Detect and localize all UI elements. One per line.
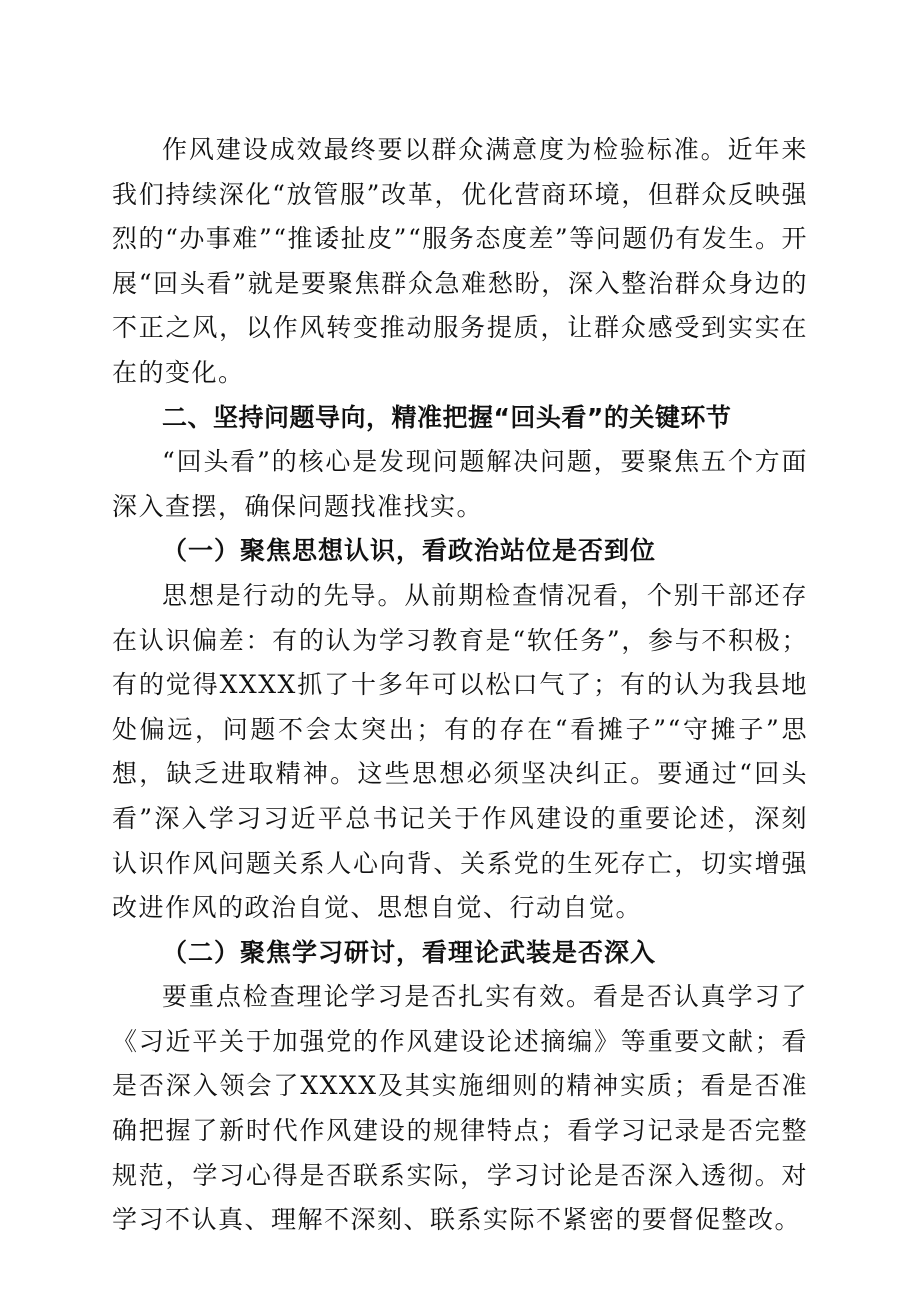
subheading-ideological-understanding: （一）聚焦思想认识，看政治站位是否到位: [162, 536, 657, 566]
paragraph-study-discussion: 要重点检查理论学习是否扎实有效。看是否认真学习了《习近平关于加强党的作风建设论述摘编》等重要文献；看是否深入领会了XXXX及其实施细则的精神实质；看是否准确把握了新时代作风建设的规律特点；看学习记录是否完整规范，学习心得是否联系实际，学习讨论是否深入透彻。对学习不认真、理解不深刻、联系实际不紧密的要督促整改。: [112, 982, 808, 1235]
section-heading-problem-orientation: 二、坚持问题导向，精准把握“回头看”的关键环节: [162, 402, 732, 432]
subheading-study-discussion: （二）聚焦学习研讨，看理论武装是否深入: [162, 937, 657, 967]
paragraph-core-of-review: “回头看”的核心是发现问题解决问题，要聚焦五个方面深入查摆，确保问题找准找实。: [112, 447, 808, 521]
paragraph-ideological-understanding: 思想是行动的先导。从前期检查情况看，个别干部还存在认识偏差：有的认为学习教育是“软任务”，参与不积极；有的觉得XXXX抓了十多年可以松口气了；有的认为我县地处偏远，问题不会太突出；有的存在“看摊子”“守摊子”思想，缺乏进取精神。这些思想必须坚决纠正。要通过“回头看”深入学习习近平总书记关于作风建设的重要论述，深刻认识作风问题关系人心向背、关系党的生死存亡，切实增强改进作风的政治自觉、思想自觉、行动自觉。: [112, 580, 808, 923]
document-body: [112, 128, 808, 1243]
paragraph-service-satisfaction: 作风建设成效最终要以群众满意度为检验标准。近年来我们持续深化“放管服”改革，优化营商环境，但群众反映强烈的“办事难”“推诿扯皮”“服务态度差”等问题仍有发生。开展“回头看”就是要聚焦群众急难愁盼，深入整治群众身边的不正之风，以作风转变推动服务提质，让群众感受到实实在在的变化。: [112, 135, 808, 387]
